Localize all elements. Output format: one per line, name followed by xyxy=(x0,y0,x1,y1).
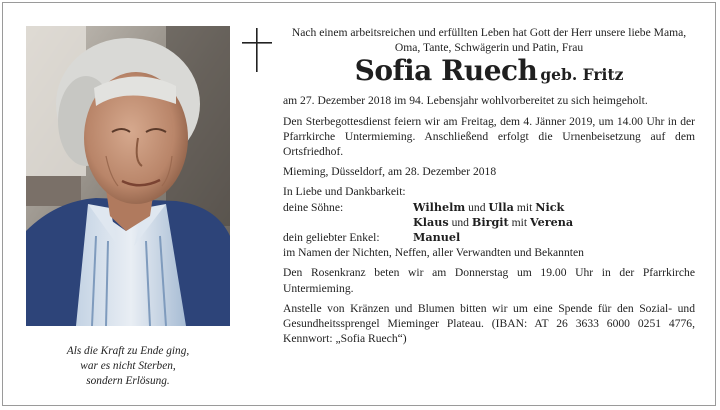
service-text: Den Sterbegottesdienst feiern wir am Freitag, dem 4. Jänner 2019, um 14.00 Uhr in der Pfarrkirche Untermieming. Anschließend erfolgt die Urnenbeisetzung auf dem Ortsfriedhof. xyxy=(283,114,695,159)
sons-block xyxy=(283,200,695,246)
rosary-text: Den Rosenkranz beten wir am Donnerstag um 19.00 Uhr in der Pfarrkirche Untermieming. xyxy=(283,266,695,295)
connector: und xyxy=(468,200,486,214)
donation-text: Anstelle von Kränzen und Blumen bitten wir um eine Spende für den Sozial- und Gesundheitssprengel Mieminger Plateau. (IBAN: AT 26 3633 6000 0251 4776, Kennwort: „Sofia Ruech“) xyxy=(283,301,695,346)
portrait-image xyxy=(26,26,230,326)
maiden-name: geb. Fritz xyxy=(540,65,624,85)
quote-line: Als die Kraft zu Ende ging, xyxy=(66,345,190,357)
sons-row xyxy=(413,200,695,215)
partner-name: Ulla xyxy=(488,199,514,214)
deceased-name-line xyxy=(283,55,695,93)
partner-name: Birgit xyxy=(471,214,509,229)
sons-label: deine Söhne: xyxy=(283,200,344,214)
quote-line: war es nicht Sterben, xyxy=(80,360,176,372)
son-name: Wilhelm xyxy=(413,199,466,214)
son-name: Klaus xyxy=(413,214,449,229)
connector: mit xyxy=(516,200,533,214)
connector: mit xyxy=(511,215,528,229)
portrait-photo xyxy=(26,26,230,326)
deceased-name: Sofia Ruech xyxy=(354,54,538,88)
grandson-label: dein geliebter Enkel: xyxy=(283,231,380,245)
place-date: Mieming, Düsseldorf, am 28. Dezember 2018 xyxy=(283,165,497,179)
child-name: Nick xyxy=(535,199,565,214)
connector: und xyxy=(451,215,469,229)
intro-text: Nach einem arbeitsreichen und erfüllten Leben hat Gott der Herr unsere liebe Mama, Oma, Tante, Schwägerin und Patin, Frau xyxy=(291,26,687,55)
sons-row xyxy=(413,215,695,230)
obituary-text xyxy=(283,25,695,346)
grandson-name: Manuel xyxy=(413,230,461,245)
mourning-label: In Liebe und Dankbarkeit: xyxy=(283,185,406,199)
relatives-text: im Namen der Nichten, Neffen, aller Verwandten und Bekannten xyxy=(283,246,584,260)
epitaph-quote xyxy=(26,344,230,389)
quote-line: sondern Erlösung. xyxy=(86,375,170,387)
child-name: Verena xyxy=(529,214,574,229)
cross-icon xyxy=(242,28,272,72)
death-text: am 27. Dezember 2018 im 94. Lebensjahr wohlvorbereitet zu sich heimgeholt. xyxy=(283,94,648,108)
